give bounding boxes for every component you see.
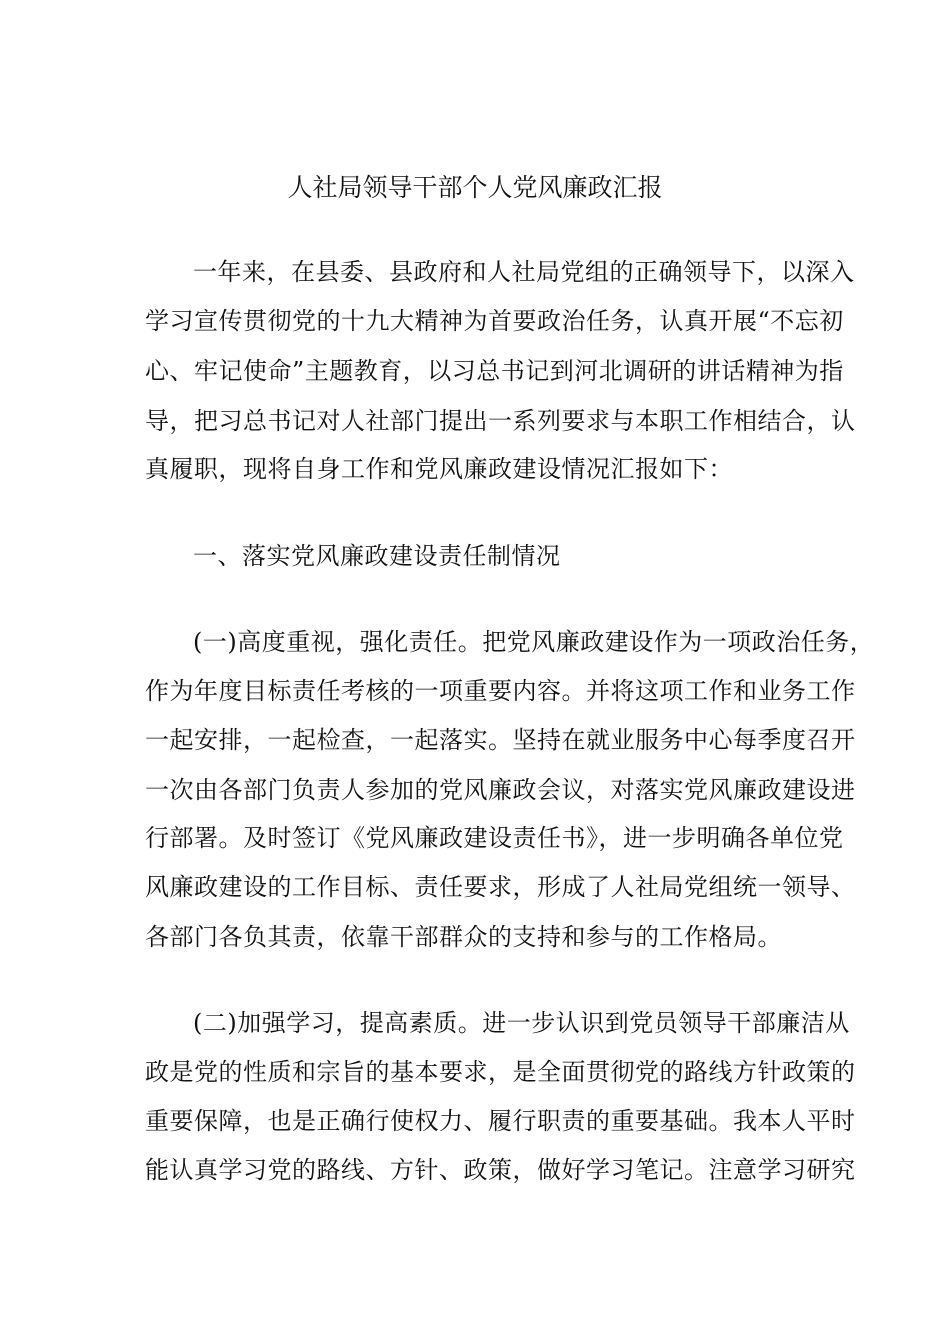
paragraph-2-line-4: 一次由各部门负责人参加的党风廉政会议，对落实党风廉政建设进 [145,776,856,804]
paragraph-3-line-4: 能认真学习党的路线、方针、政策，做好学习笔记。注意学习研究 [145,1156,856,1184]
paragraph-1-line-2: 学习宣传贯彻党的十九大精神为首要政治任务，认真开展“不忘初 [145,307,844,335]
paragraph-1-line-4: 导，把习总书记对人社部门提出一系列要求与本职工作相结合，认 [145,407,856,435]
paragraph-3-line-3: 重要保障，也是正确行使权力、履行职责的重要基础。我本人平时 [145,1107,856,1135]
paragraph-2-line-3: 一起安排，一起检查，一起落实。坚持在就业服务中心每季度召开 [145,726,856,754]
paragraph-2-line-2: 作为年度目标责任考核的一项重要内容。并将这项工作和业务工作 [145,677,856,705]
paragraph-1-line-1: 一年来，在县委、县政府和人社局党组的正确领导下，以深入 [193,258,855,286]
paragraph-3-line-2: 政是党的性质和宗旨的基本要求，是全面贯彻党的路线方针政策的 [145,1058,856,1086]
paragraph-2-line-7: 各部门各负其责，依靠干部群众的支持和参与的工作格局。 [145,923,782,951]
paragraph-2-line-1: (一)高度重视，强化责任。把党风廉政建设作为一项政治任务， [193,628,875,656]
paragraph-3-line-1: (二)加强学习，提高素质。进一步认识到党员领导干部廉洁从 [193,1009,850,1037]
paragraph-1-line-5: 真履职，现将自身工作和党风廉政建设情况汇报如下： [145,455,733,483]
paragraph-2-line-6: 风廉政建设的工作目标、责任要求，形成了人社局党组统一领导、 [145,873,856,901]
paragraph-1-line-3: 心、牢记使命”主题教育，以习总书记到河北调研的讲话精神为指 [145,357,844,385]
paragraph-2-line-5: 行部署。及时签订《党风廉政建设责任书》，进一步明确各单位党 [145,824,844,852]
document-title: 人社局领导干部个人党风廉政汇报 [287,173,663,202]
section-heading-1: 一、落实党风廉政建设责任制情况 [193,542,561,570]
